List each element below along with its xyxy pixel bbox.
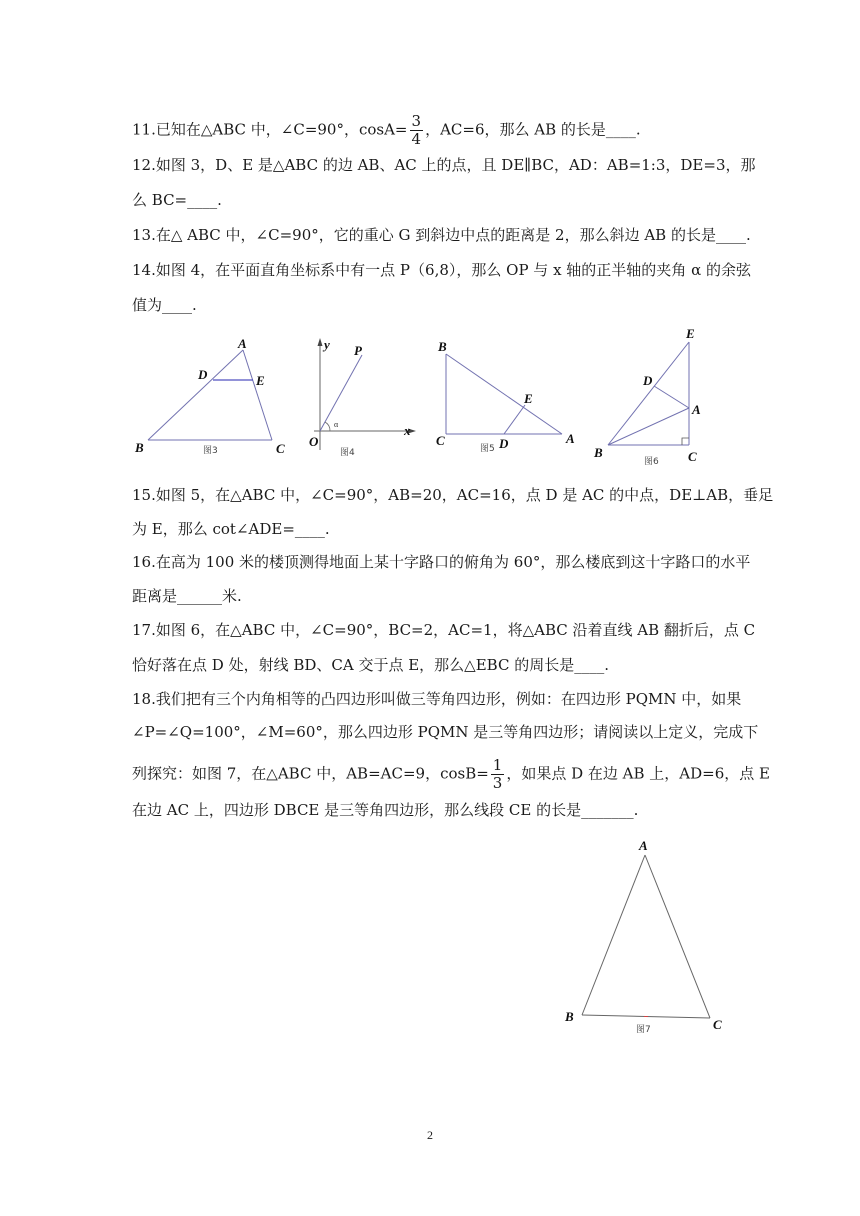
fig6-label-b: B <box>594 445 603 460</box>
q18-frac-den: 3 <box>492 774 503 792</box>
fig5-label-a: A <box>566 431 575 446</box>
fig5-side-ab <box>446 354 562 434</box>
question-14-line1: 14.如图 4，在平面直角坐标系中有一点 P（6,8），那么 OP 与 x 轴的正半轴的夹角 α 的余弦 <box>132 261 751 279</box>
q11-frac-num: 3 <box>411 112 422 130</box>
fig3-side-ac <box>243 350 272 440</box>
fig5-label-d: D <box>499 436 509 451</box>
q18-line3-before: 列探究：如图 7，在△ABC 中，AB=AC=9，cosB= <box>132 764 489 783</box>
figure-5 <box>432 335 582 460</box>
fig7-side-ab <box>582 855 645 1015</box>
question-15-line2: 为 E，那么 cot∠ADE=____. <box>132 520 330 538</box>
fig7-label-a: A <box>639 838 648 853</box>
question-11 <box>132 113 641 148</box>
fig6-label-e: E <box>686 326 695 341</box>
fig7-side-ac <box>645 855 710 1018</box>
fig4-label-o: O <box>309 434 319 449</box>
fig6-line-ba <box>608 408 689 445</box>
question-18-line1: 18.我们把有三个内角相等的凸四边形叫做三等角四边形，例如：在四边形 PQMN 中，如果 <box>132 690 742 708</box>
q11-text-before: 11.已知在△ABC 中，∠C=90°，cosA= <box>132 120 408 139</box>
fig3-label-a: A <box>238 336 247 351</box>
figure-6 <box>590 320 720 465</box>
fig3-caption: 图3 <box>203 446 218 456</box>
fig4-angle-arc <box>325 422 330 431</box>
q11-text-after: ，AC=6，那么 AB 的长是____. <box>425 120 641 139</box>
figure-3 <box>130 335 290 460</box>
question-18-line3 <box>132 757 770 792</box>
fig5-label-c: C <box>436 433 445 448</box>
fig6-line-be <box>608 342 689 445</box>
fig5-label-e: E <box>524 391 533 406</box>
fig3-label-d: D <box>198 367 208 382</box>
q18-frac-num: 1 <box>492 756 503 774</box>
fig7-caption: 图7 <box>636 1025 651 1035</box>
fig7-label-b: B <box>565 1009 574 1024</box>
fig4-y-arrow <box>318 338 323 346</box>
fig4-caption: 图4 <box>340 448 355 458</box>
fig6-label-a: A <box>692 402 701 417</box>
figure-4 <box>302 335 422 460</box>
fig3-label-b: B <box>135 440 144 455</box>
q11-frac-den: 4 <box>411 130 422 148</box>
fig3-label-e: E <box>256 373 265 388</box>
fig4-label-alpha: α <box>334 420 339 429</box>
fig6-line-da <box>654 386 689 408</box>
q18-fraction <box>491 757 505 792</box>
fig6-label-d: D <box>643 373 653 388</box>
fig3-side-ab <box>148 350 243 440</box>
fig7-label-c: C <box>713 1017 722 1032</box>
question-17-line1: 17.如图 6，在△ABC 中，∠C=90°，BC=2，AC=1，将△ABC 沿着直线 AB 翻折后，点 C <box>132 621 756 639</box>
question-15-line1: 15.如图 5，在△ABC 中，∠C=90°，AB=20，AC=16，点 D 是 AC 的中点，DE⊥AB，垂足 <box>132 486 774 504</box>
fig4-label-y: y <box>324 337 330 352</box>
fig5-label-b: B <box>438 339 447 354</box>
q11-fraction <box>410 113 424 148</box>
fig5-caption: 图5 <box>480 444 495 454</box>
question-13: 13.在△ ABC 中，∠C=90°，它的重心 G 到斜边中点的距离是 2，那么斜边 AB 的长是____. <box>132 226 751 244</box>
fig6-label-c: C <box>688 449 697 464</box>
question-18-line2: ∠P=∠Q=100°，∠M=60°，那么四边形 PQMN 是三等角四边形；请阅读以上定义，完成下 <box>132 723 759 741</box>
question-16-line2: 距离是______米. <box>132 587 242 605</box>
question-14-line2: 值为____. <box>132 296 197 314</box>
question-12-line1: 12.如图 3，D、E 是△ABC 的边 AB、AC 上的点，且 DE∥BC，AD：AB=1:3，DE=3，那 <box>132 156 756 174</box>
fig5-segment-de <box>504 405 525 434</box>
q18-line3-after: ，如果点 D 在边 AB 上，AD=6，点 E <box>506 764 770 783</box>
fig3-label-c: C <box>276 441 285 456</box>
question-18-line4: 在边 AC 上，四边形 DBCE 是三等角四边形，那么线段 CE 的长是_______. <box>132 801 639 819</box>
fig6-right-angle-mark <box>682 438 689 445</box>
fig4-label-x: x <box>404 423 411 438</box>
fig4-label-p: P <box>354 343 362 358</box>
fig4-ray-op <box>320 355 362 431</box>
question-16-line1: 16.在高为 100 米的楼顶测得地面上某十字路口的俯角为 60°，那么楼底到这十字路口的水平 <box>132 553 751 571</box>
question-12-line2: 么 BC=____. <box>132 191 222 209</box>
question-17-line2: 恰好落在点 D 处，射线 BD、CA 交于点 E，那么△EBC 的周长是____. <box>132 656 609 674</box>
fig6-caption: 图6 <box>644 457 659 467</box>
page-number: 2 <box>427 1128 433 1142</box>
figure-7 <box>560 835 740 1045</box>
